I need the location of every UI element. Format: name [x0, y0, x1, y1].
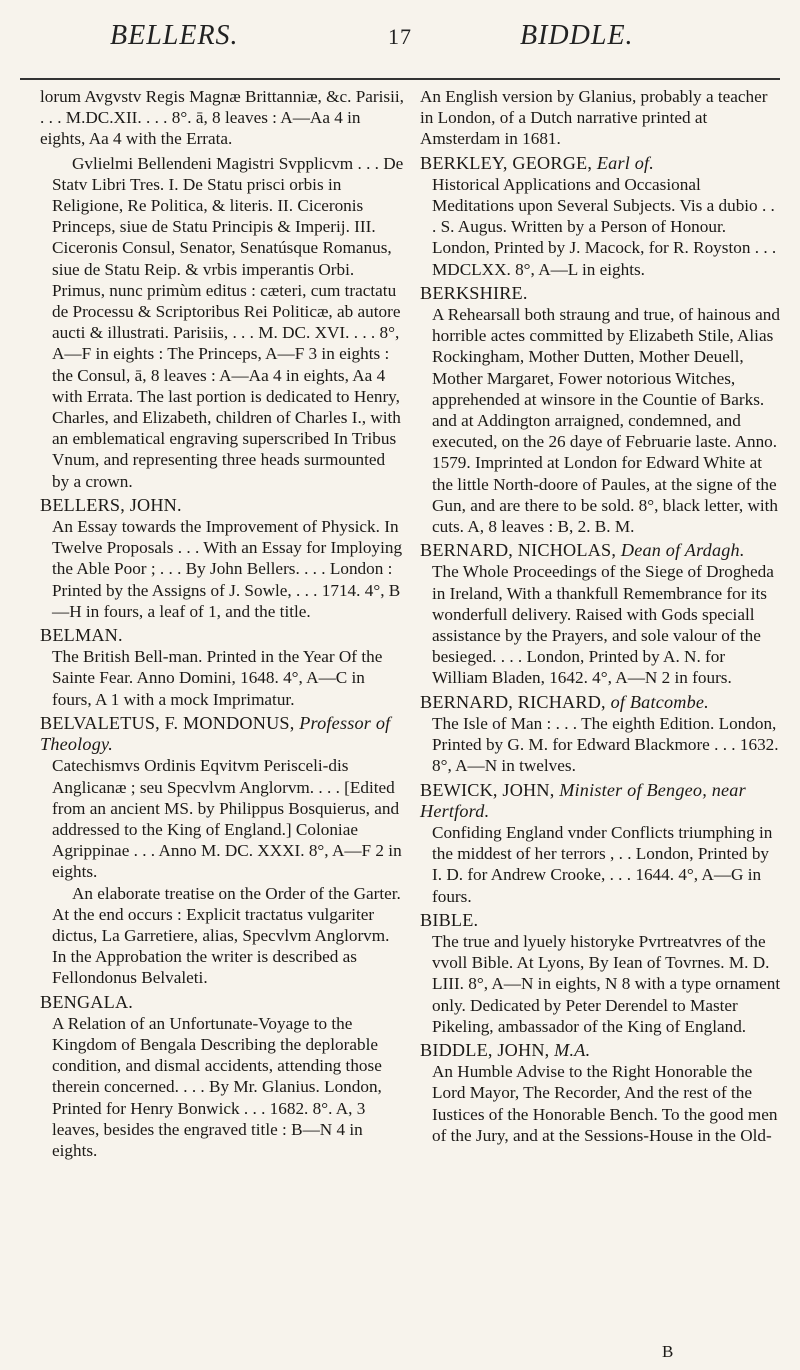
entry-heading [40, 713, 405, 755]
bibliography-entry [420, 153, 782, 280]
bibliography-entry [420, 780, 782, 907]
bibliography-entry [420, 540, 782, 688]
bibliography-entry [420, 1040, 782, 1146]
entry-heading [40, 625, 405, 646]
entry-text: Confiding England vnder Conflicts triumphing in the middest of her terrors , . . London, Printed by I. D. for Andrew Crooke, . . . 1644. 4°, A—G in fours. [432, 822, 773, 906]
entry-heading-name: BELLERS, JOHN. [40, 494, 182, 515]
entry-text: Gvlielmi Bellendeni Magistri Svpplicvm . . . De Statv Libri Tres. I. De Statu prisci orbis in Religione, Re Politica, & literis. II. Ciceronis Princeps, siue de Statu Principis & Imperij. III. Ciceronis Consul, Senator, Senatúsque Romanus, siue de Statu Reip. & vrbis imperantis Orbi. Primus, nunc primùm editus : cæteri, cum tractatu de Processu & Scriptoribus Rei Politicæ, ab autore aucti & illustrati. Parisiis, . . . M. DC. XVI. . . . 8°, A—F in eights : The Princeps, A—F 3 in eights : the Consul, ā, 8 leaves : A—Aa 4 in eights, Aa 4 with Errata. The last portion is dedicated to Henry, Charles, and Elizabeth, children of Charles I., with an emblematical engraving superscribed In Tribus Vnum, and representing three heads surmounted by a crown. [52, 153, 404, 491]
entry-text: The Isle of Man : . . . The eighth Edition. London, Printed by G. M. for Edward Blackmore . . . 1632. 8°, A—N in twelves. [432, 713, 779, 776]
entry-heading [420, 283, 782, 304]
entry-heading-name: BENGALA. [40, 991, 134, 1012]
bibliography-entry [40, 992, 405, 1162]
bibliography-entry [420, 283, 782, 537]
entry-text: A Relation of an Unfortunate-Voyage to the Kingdom of Bengala Describing the deplorable condition, and dismal accidents, attending those therein concerned. . . . By Mr. Glanius. London, Printed for Henry Bonwick . . . 1682. 8°. A, 3 leaves, besides the engraved title : B—N 4 in eights. [52, 1013, 382, 1160]
entry-heading [420, 1040, 782, 1061]
bibliography-entry [420, 910, 782, 1037]
running-header [0, 0, 800, 78]
running-head-left: BELLERS. [110, 20, 239, 51]
entry-heading [420, 540, 782, 561]
entry-heading-role: Earl of. [596, 152, 655, 173]
bibliography-entry [420, 692, 782, 777]
entry-heading [420, 692, 782, 713]
bibliography-entry [40, 153, 405, 492]
entry-heading [420, 910, 782, 931]
entry-heading-name: BIBLE. [420, 909, 479, 930]
entry-heading-name: BERNARD, RICHARD, [420, 691, 606, 712]
page-number: 17 [388, 24, 412, 49]
entry-heading-role: of Batcombe. [610, 691, 709, 712]
entry-text: The Whole Proceedings of the Siege of Drogheda in Ireland, With a thankfull Remembrance for its wonderfull delivery. Raised with Gods speciall assistance by the Prayers, and sole valour of the besieged. . . . London, Printed by A. N. for William Bladen, 1642. 4°, A—N 2 in fours. [432, 562, 774, 688]
header-rule [20, 78, 780, 80]
entry-text: An Essay towards the Improvement of Physick. In Twelve Proposals . . . With an Essay for Imploying the Able Poor ; . . . By John Bellers. . . . London : Printed by the Assigns of J. Sowle, . . . 1714. 4°, B—H in fours, a leaf of 1, and the title. [52, 517, 403, 621]
right-column [420, 86, 782, 1149]
continuation-text: lorum Avgvstv Regis Magnæ Brittanniæ, &c. Parisii, . . . M.DC.XII. . . . 8°. ā, 8 leaves : A—Aa 4 in eights, Aa 4 with the Errata. [40, 87, 404, 149]
bibliography-entry [40, 495, 405, 622]
entry-text: An elaborate treatise on the Order of the Garter. At the end occurs : Explicit tractatus vulgariter dictus, La Garretiere, alias, Specvlvm Anglorvm. In the Approbation the writer is described as Fellondonus Belvaleti. [52, 883, 401, 988]
entry-text: The true and lyuely historyke Pvrtreatvres of the vvoll Bible. At Lyons, By Iean of Tovrnes. M. D. LIII. 8°, A—N in eights, N 8 with a type ornament only. Dedicated by Peter Derendel to Master Pikeling, ambassador of the King of England. [432, 931, 781, 1036]
entry-heading-role: Dean of Ardagh. [620, 540, 745, 561]
continuation-text: An English version by Glanius, probably a teacher in London, of a Dutch narrative printed at Amsterdam in 1681. [420, 87, 768, 149]
entry-heading [40, 495, 405, 516]
entry-text: Catechismvs Ordinis Eqvitvm Perisceli-dis Anglicanæ ; seu Specvlvm Anglorvm. . . . [Edited from an ancient MS. by Philippus Bosquierus, and addressed to the King of England.] Coloniae Agrippinae . . . Anno M. DC. XXXI. 8°, A—F 2 in eights. [52, 756, 402, 882]
left-column [40, 86, 405, 1164]
running-head-right: BIDDLE. [520, 20, 634, 51]
bibliography-entry [40, 625, 405, 710]
entry-text: A Rehearsall both straung and true, of hainous and horrible actes committed by Elizabeth Stile, Alias Rockingham, Mother Dutten, Mother Deuell, Mother Margaret, Fower notorious Witches, apprehended at winsore in the Countie of Barks. and at Addington arraigned, condemned, and executed, on the 26 daye of Februarie laste. Anno. 1579. Imprinted at London for Edward White at the little North-doore of Paules, at the signe of the Gun, and are there to be sold. 8°, black letter, with cuts. A, 8 leaves : B, 2. B. M. [432, 305, 780, 537]
signature-mark: B [662, 1342, 674, 1361]
entry-heading-name: BIDDLE, JOHN, [420, 1039, 550, 1060]
entry-heading-name: BERKSHIRE. [420, 282, 528, 303]
entry-heading-name: BERKLEY, GEORGE, [420, 152, 593, 173]
entry-text: Historical Applications and Occasional Meditations upon Several Subjects. Vis a dubio . . . S. Augus. Written by a Person of Honour. London, Printed by J. Macock, for R. Royston . . . MDCLXX. 8°, A—L in eights. [432, 174, 777, 279]
entry-heading [420, 780, 782, 822]
entry-heading-name: BELVALETUS, F. MONDONUS, [40, 712, 295, 733]
entry-heading-name: BELMAN. [40, 625, 123, 646]
entry-heading [420, 153, 782, 174]
entry-heading [40, 992, 405, 1013]
entry-heading-role: Professor of Theology. [40, 712, 391, 755]
entry-text: The British Bell-man. Printed in the Year Of the Sainte Fear. Anno Domini, 1648. 4°, A—C in fours, A 1 with a mock Imprimatur. [52, 647, 383, 709]
entry-heading-name: BERNARD, NICHOLAS, [420, 540, 617, 561]
entry-text: An Humble Advise to the Right Honorable the Lord Mayor, The Recorder, And the rest of the Iustices of the Honorable Bench. To the good men of the Jury, and at the Sessions-House in the Old- [432, 1062, 778, 1145]
entry-heading-name: BEWICK, JOHN, [420, 779, 555, 800]
entry-heading-role: M.A. [554, 1039, 591, 1060]
bibliography-entry [40, 713, 405, 989]
entry-heading-role: Minister of Bengeo, near Hertford. [420, 779, 746, 821]
